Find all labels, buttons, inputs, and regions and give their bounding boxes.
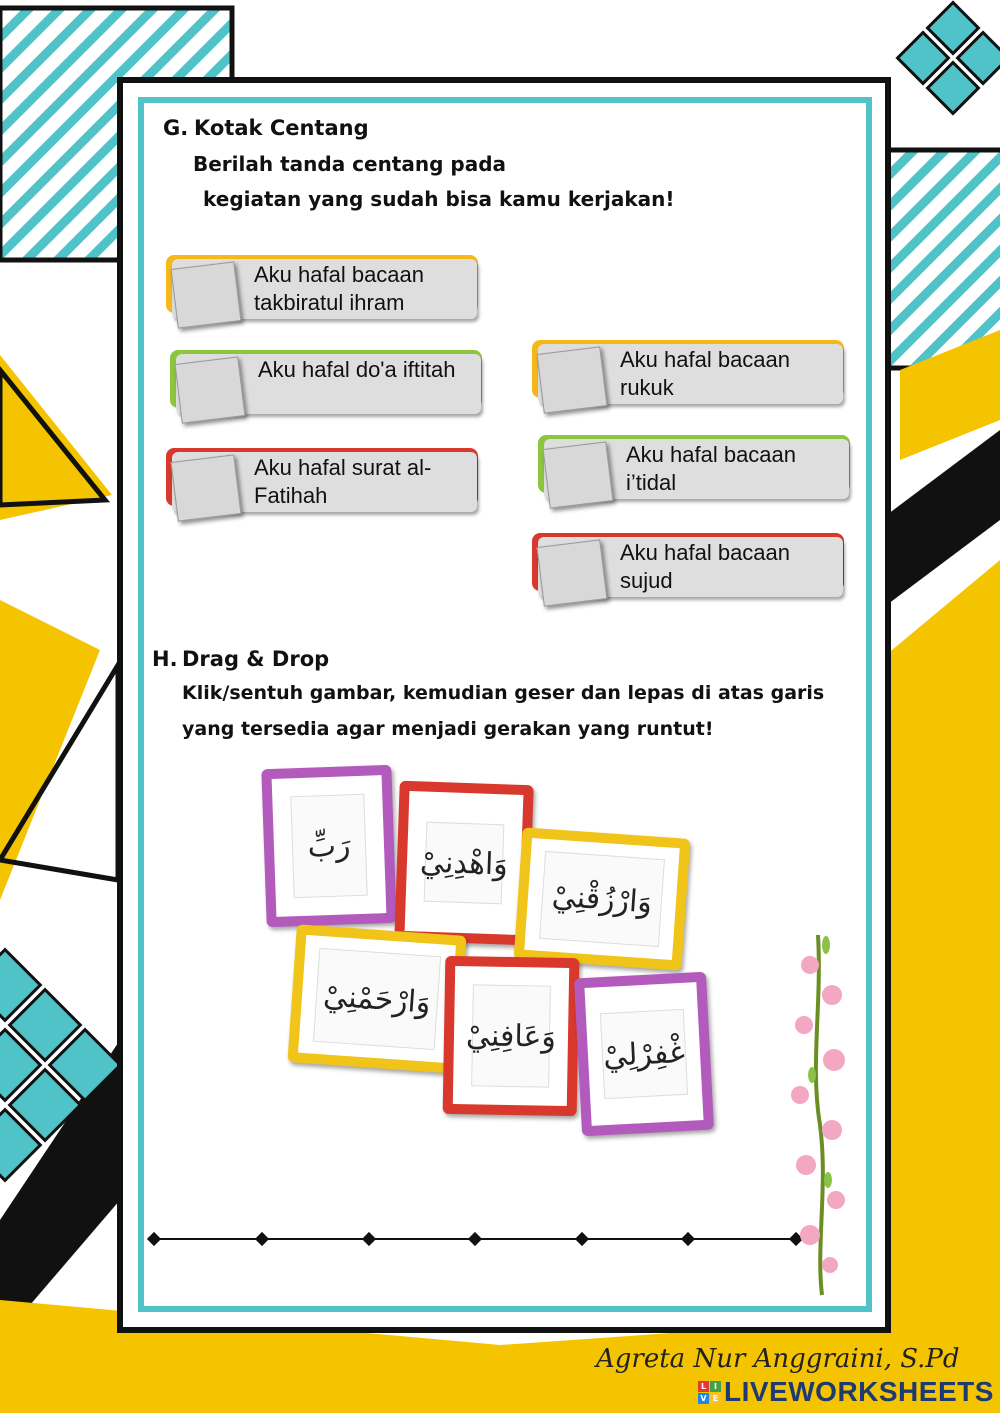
section-h-letter: H. [152,647,178,671]
drop-target[interactable] [147,1232,161,1246]
badge-letter: I [710,1381,721,1392]
item-label: Aku hafal bacaan sujud [620,540,791,593]
drag-tile[interactable] [261,765,396,927]
item-label: Aku hafal bacaan rukuk [620,347,791,400]
drop-target[interactable] [362,1232,376,1246]
flower-branch-decoration [770,925,870,1305]
tile-arabic-text: وَارْحَمْنِيْ [313,948,441,1050]
tile-arabic-text: وَاهْدِنِيْ [424,822,505,905]
item-label: Aku hafal bacaan takbiratul ihram [254,262,425,315]
section-h-title: Drag & Drop [182,647,330,671]
badge-letter: L [698,1381,709,1392]
drag-tile[interactable] [287,924,466,1074]
checkbox[interactable] [175,356,246,423]
section-g-instruction-2: kegiatan yang sudah bisa kamu kerjakan! [203,187,675,211]
drop-target[interactable] [681,1232,695,1246]
drag-tile[interactable] [394,781,534,946]
drop-target[interactable] [468,1232,482,1246]
tile-arabic-text: وَعَافِنِيْ [471,984,551,1087]
drop-target[interactable] [255,1232,269,1246]
section-h-instruction-2: yang tersedia agar menjadi gerakan yang runtut! [182,718,714,740]
badge-letter: V [698,1393,709,1404]
tile-arabic-text: وَارْزُقْنِيْ [539,851,665,947]
badge-letter: E [710,1393,721,1404]
brand-name: LIVEWORKSHEETS [724,1376,994,1407]
section-g-instruction-1: Berilah tanda centang pada [193,152,507,176]
checkbox[interactable] [171,261,242,328]
item-label: Aku hafal do'a iftitah [258,357,456,382]
drop-target[interactable] [575,1232,589,1246]
tile-arabic-text: رَبِّ [290,794,368,899]
section-h-instruction-1: Klik/sentuh gambar, kemudian geser dan lepas di atas garis [182,682,825,704]
checkbox[interactable] [543,441,614,508]
checkbox[interactable] [537,539,608,606]
drag-tile[interactable] [514,827,691,970]
liveworksheets-logo [698,1376,994,1408]
author-signature: Agreta Nur Anggraini, S.Pd [596,1344,960,1374]
drag-tile[interactable] [574,972,714,1137]
item-label: Aku hafal bacaan i’tidal [626,442,797,495]
checkbox[interactable] [537,346,608,413]
item-label: Aku hafal surat al-Fatihah [254,455,432,508]
drop-line [140,1225,820,1255]
section-g-letter: G. [163,116,189,140]
drag-tile[interactable] [443,956,580,1116]
section-g-title: Kotak Centang [194,116,369,140]
live-badge-icon [698,1381,721,1404]
tile-arabic-text: غْفِرْلِيْ [600,1009,688,1099]
checkbox[interactable] [171,454,242,521]
